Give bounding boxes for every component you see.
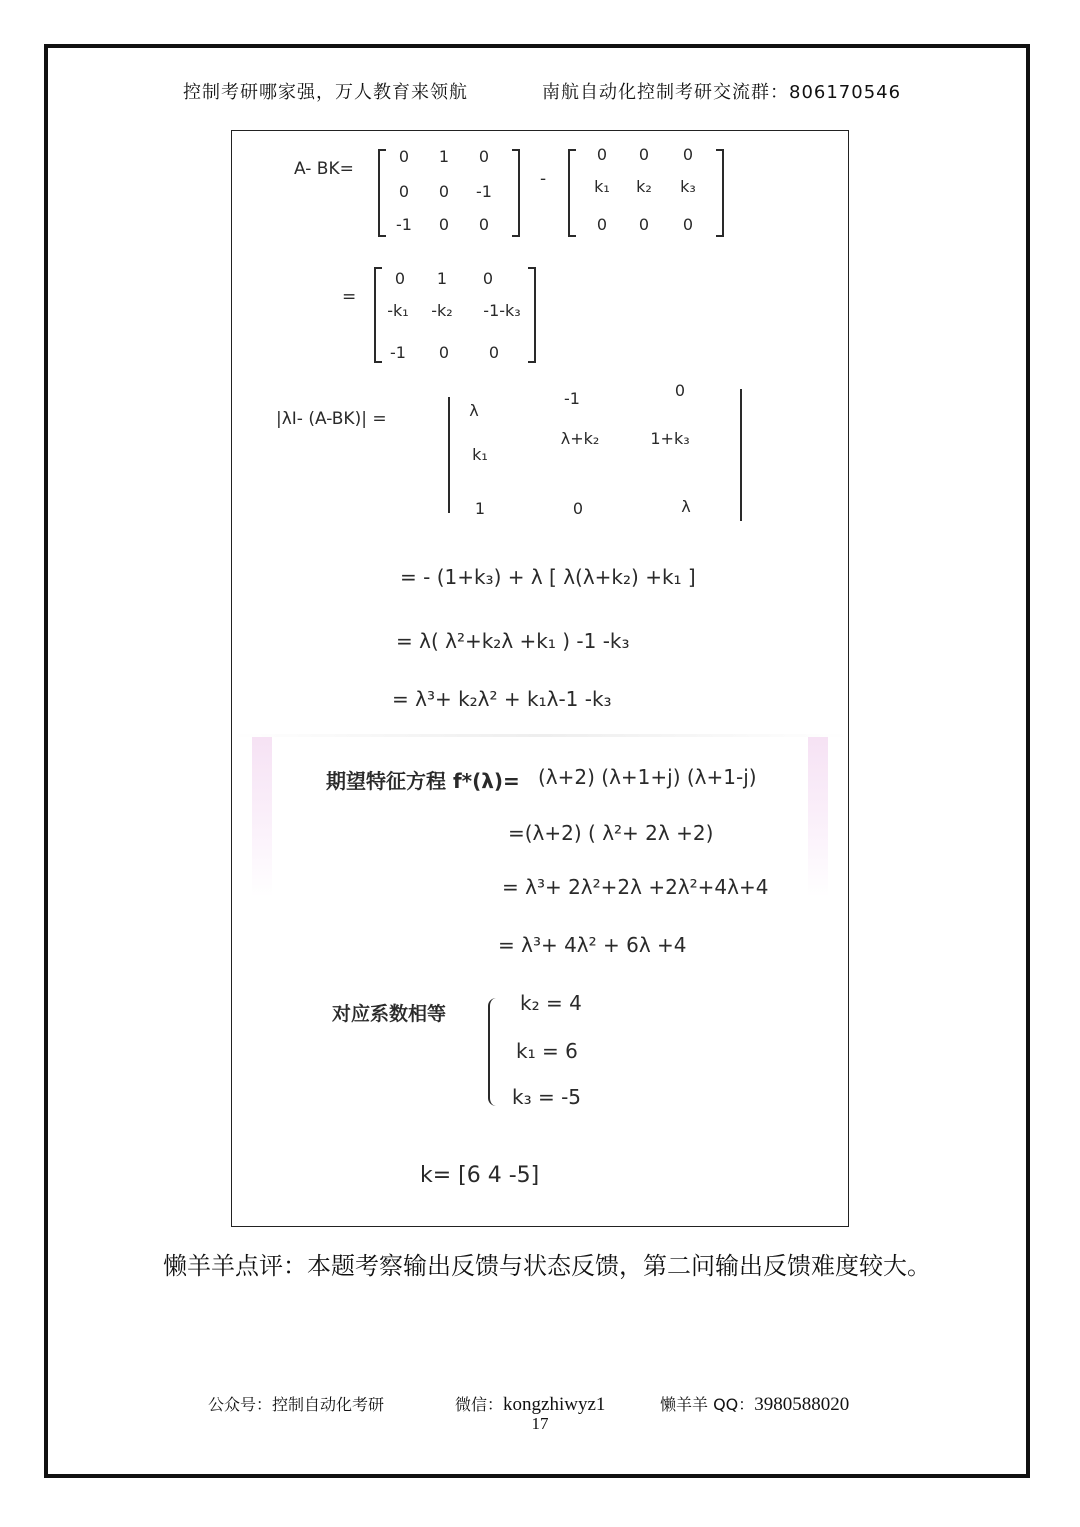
m3-cell: 0 (488, 343, 500, 362)
det-cell: 0 (572, 499, 584, 518)
coef-k1: k₁ = 6 (516, 1039, 578, 1063)
m2-cell: 0 (682, 145, 694, 164)
m2-cell: k₂ (636, 177, 652, 196)
m1-cell: 0 (438, 182, 450, 201)
m2-cell: 0 (638, 215, 650, 234)
header-group-info: 南航自动化控制考研交流群：806170546 (542, 82, 902, 103)
m2-cell: 0 (596, 145, 608, 164)
det-cell: λ+k₂ (560, 429, 600, 448)
m1-cell: 0 (478, 215, 490, 234)
det-cell: λ (469, 401, 479, 420)
det-cell: 1 (474, 499, 486, 518)
handwritten-solution (231, 130, 849, 1227)
m3-cell: -1-k₃ (483, 301, 521, 320)
expansion-line-3: = λ³+ k₂λ² + k₁λ-1 -k₃ (392, 687, 612, 711)
footer-wx-value: kongzhiwyz1 (503, 1394, 606, 1415)
expansion-line-1: = - (1+k₃) + λ [ λ(λ+k₂) +k₁ ] (400, 565, 696, 589)
m2-right-bracket (716, 149, 724, 237)
abk-label: A- BK= (294, 159, 354, 179)
m3-cell: 1 (436, 269, 448, 288)
det-cell: -1 (564, 389, 580, 408)
m2-left-bracket (568, 149, 576, 237)
m1-cell: 0 (478, 147, 490, 166)
m3-cell: 0 (482, 269, 494, 288)
det-left-bar (448, 397, 450, 513)
det-cell: 1+k₃ (650, 429, 690, 448)
footer-gzh-value: 控制自动化考研 (272, 1395, 385, 1414)
footer-gzh-label: 公众号： (208, 1395, 273, 1414)
desired-line-3: = λ³+ 2λ²+2λ +2λ²+4λ+4 (502, 875, 769, 899)
system-brace (488, 998, 500, 1106)
det-cell: λ (681, 497, 691, 516)
equals-sign: = (342, 287, 357, 307)
m2-cell: k₃ (680, 177, 696, 196)
coef-k3: k₃ = -5 (512, 1085, 582, 1109)
review-comment: 懒羊羊点评：本题考察输出反馈与状态反馈，第二问输出反馈难度较大。 (163, 1252, 931, 1280)
m1-cell: -1 (476, 182, 492, 201)
pink-smudge-right (808, 737, 828, 897)
m1-cell: 0 (438, 215, 450, 234)
m1-cell: 0 (398, 182, 410, 201)
footer-wechat-account (208, 1392, 384, 1415)
footer-qq (660, 1392, 849, 1416)
m3-cell: 0 (394, 269, 406, 288)
desired-line-4: = λ³+ 4λ² + 6λ +4 (498, 933, 687, 957)
pink-smudge-left (252, 737, 272, 897)
m1-cell: 0 (398, 147, 410, 166)
m2-cell: 0 (682, 215, 694, 234)
det-label: |λI- (A-BK)| = (276, 409, 387, 429)
expansion-line-2: = λ( λ²+k₂λ +k₁ ) -1 -k₃ (396, 629, 630, 653)
gain-result: k= [6 4 -5] (420, 1163, 540, 1188)
coef-k2: k₂ = 4 (520, 991, 582, 1015)
desired-line-1: (λ+2) (λ+1+j) (λ+1-j) (538, 765, 757, 789)
m2-cell: 0 (638, 145, 650, 164)
det-cell: 0 (674, 381, 686, 400)
m3-cell: 0 (438, 343, 450, 362)
m2-cell: 0 (596, 215, 608, 234)
image-seam (232, 734, 849, 737)
footer-qq-label: 懒羊羊 QQ： (660, 1395, 755, 1414)
m3-cell: -k₂ (431, 301, 453, 320)
det-cell: k₁ (472, 445, 488, 464)
footer-wx-label: 微信： (455, 1395, 504, 1414)
desired-line-2: =(λ+2) ( λ²+ 2λ +2) (508, 821, 714, 845)
page-number: 17 (531, 1414, 549, 1433)
m3-cell: -1 (390, 343, 406, 362)
m1-right-bracket (512, 149, 520, 237)
footer-qq-value: 3980588020 (754, 1394, 850, 1415)
m1-cell: -1 (396, 215, 412, 234)
footer-wechat-id (455, 1392, 605, 1416)
coefficient-label: 对应系数相等 (332, 1003, 447, 1025)
m2-cell: k₁ (594, 177, 610, 196)
m3-cell: -k₁ (387, 301, 409, 320)
m1-cell: 1 (438, 147, 450, 166)
det-right-bar (740, 389, 742, 521)
header-slogan: 控制考研哪家强，万人教育来领航 (183, 82, 468, 103)
minus-sign: - (540, 169, 547, 189)
desired-poly-label: 期望特征方程 f*(λ)= (326, 769, 520, 793)
